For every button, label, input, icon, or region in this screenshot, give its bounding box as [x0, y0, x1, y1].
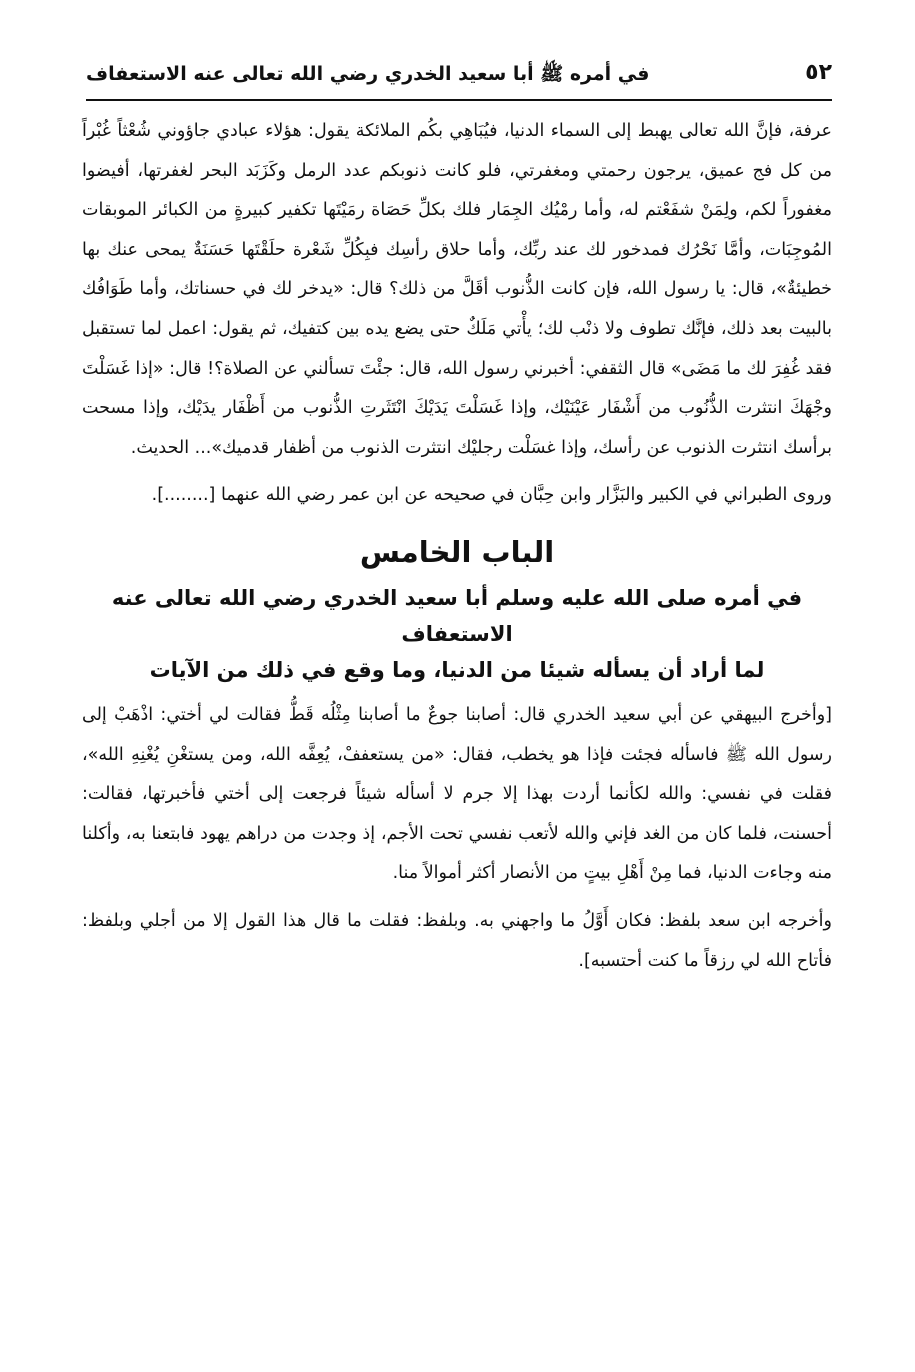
paragraph-ibn-saad-narration: وأخرجه ابن سعد بلفظ: فكان أَوَّلُ ما واجهني به. وبلفظ: فقلت ما قال هذا القول إلا من أجلي وبلفظ: فأتاح الله لي رزقاً ما كنت أحتسبه].: [82, 910, 832, 971]
paragraph-tabarani-reference: وروى الطبراني في الكبير والبَزَّار وابن حِبَّان في صحيحه عن ابن عمر رضي الله عنهما [........].: [151, 485, 832, 506]
running-header-title: في أمره ﷺ أبا سعيد الخدري رضي الله تعالى عنه الاستعفاف: [86, 63, 650, 85]
chapter-subtitle: [82, 580, 832, 688]
paragraph-hadith-arafa: عرفة، فإنَّ الله تعالى يهبط إلى السماء الدنيا، فيُبَاهِي بكُم الملائكة يقول: هؤلاء عبادي جاؤوني شُعْثاً غُبْراً من كل فج عميق، يرجون رحمتي ومغفرتي، فلو كانت ذنوبكم عدد الرمل وكَزَبَد البحر لغفرتها، أفيضوا مغفوراً لكم، ولِمَنْ شفَعْتم له، وأما رمْيُك الجِمَار فلك بكلِّ حَصَاة رمَيْتَها تكفير كبيرةٍ من الكبائر الموبقات المُوجِبَات، وأمَّا نَحْرُك فمدخور لك عند ربِّك، وأما حلاق رأسِك فبِكُلِّ شَعْرة حلَقْتَها حَسَنَةٌ يمحى عنك بها خطيئةٌ»، قال: يا رسول الله، فإن كانت الذُّنوب أقَلَّ من ذلك؟ قال: «يدخر لك في حسناتك، وأما طَوَافُك بالبيت بعد ذلك، فإنَّك تطوف ولا ذنْب لك؛ يأْتي مَلَكٌ حتى يضع يده بين كتفيك، ثم يقول: اعمل لما تستقبل فقد غُفِرَ لك ما مَضَى» قال الثقفي: أخبرني رسول الله، قال: جئْتَ تسألني عن الصلاة؟! قال: «إذا غَسَلْتَ وجْهَكَ انتثرت الذُّنُوب من أَشْفَار عَيْنَيْك، وإذا غَسَلْتَ يَدَيْكَ انْتَثَرتِ الذُّنوب من أَظْفَار يدَيْك، وإذا مسحت برأسك انتثرت الذنوب عن رأسك، وإذا غسَلْت رجليْك انتثرت الذنوب من أظفار قدميك»... الحديث.: [82, 121, 832, 458]
chapter-subtitle-line-1: في أمره صلى الله عليه وسلم أبا سعيد الخدري رضي الله تعالى عنه الاستعفاف: [111, 585, 803, 646]
running-header: [86, 56, 832, 96]
paragraph-bayhaqi-narration: [وأخرج البيهقي عن أبي سعيد الخدري قال: أصابنا جوعٌ ما أصابنا مِثْلُه قَطُّ فقالت لي أختي: اذْهَبْ إلى رسول الله ﷺ فاسأله فجئت فإذا هو يخطب، فقال: «من يستعففْ، يُعِفَّه الله، ومن يستغْنِ يُغْنِهِ الله»، فقلت في نفسي: والله لكأنما أردت بهذا إلا جرم لا أسأله شيئاً فرجعت إلى أختي فأخبرتها، فقالت: أحسنت، فلما كان من الغد فإني والله لأتعب نفسي تحت الأجم، إذ وجدت من دراهم يهود فابتعنا به، وأكلنا منه وجاءت الدنيا، فما مِنْ أَهْلِ بيتٍ من الأنصار أكثر أموالاً منا.: [82, 704, 832, 884]
header-divider: [86, 99, 832, 101]
body-text: [82, 112, 832, 981]
page-number: ٥٢: [805, 60, 832, 85]
chapter-subtitle-line-2: لما أراد أن يسأله شيئا من الدنيا، وما وقع في ذلك من الآيات: [149, 657, 765, 682]
chapter-title: الباب الخامس: [359, 534, 555, 569]
